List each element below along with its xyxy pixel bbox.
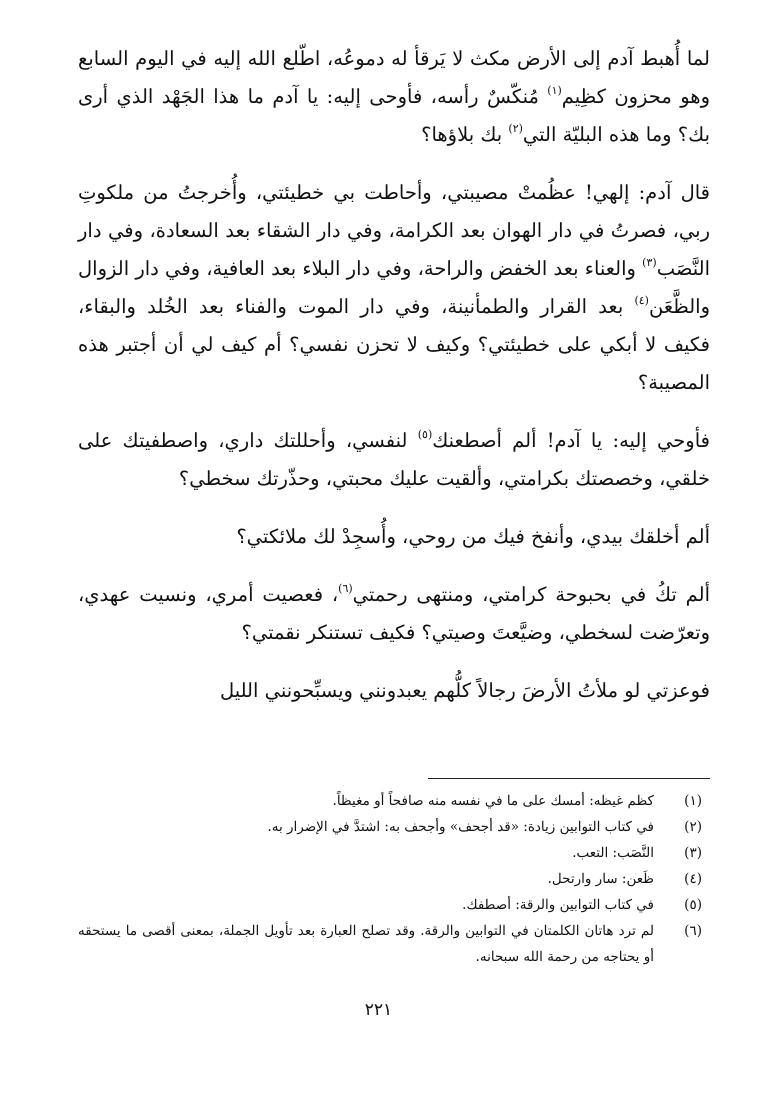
- paragraph-segment: قال آدم: إلهي! عظُمتْ مصيبتي، وأحاطت بي خطيئتي، وأُخرجتُ من ملكوتِ ربي، فصرتُ في دار الهوان بعد الكرامة، وفي دار الشقاء بعد السعادة، وفي دار النَّصَب: [78, 181, 710, 280]
- paragraph-segment: بعد القرار والطمأنينة، وفي دار الموت والفناء بعد الخُلد والبقاء، فكيف لا أبكي على خطيئتي؟ وكيف لا تحزن نفسي؟ أم كيف لي أن أجتبر هذه المصيبة؟: [78, 295, 710, 394]
- footnote-marker-1: (١): [547, 84, 562, 97]
- paragraph-segment: لنفسي، وأحللتك داري، واصطفيتك على خلقي، وخصصتك بكرامتي، وألقيت عليك محبتي، وحذّرتك سخطي؟: [78, 429, 710, 490]
- paragraph-segment: لما أُهبط آدم إلى الأرض مكث لا يَرقأ له دموعُه، اطّلع الله إليه في اليوم السابع وهو محزون كظِيم: [78, 47, 710, 108]
- footnote: [78, 866, 710, 892]
- footnote-number: (٣): [684, 845, 702, 861]
- footnote-number: (٤): [684, 871, 702, 887]
- footnote-marker-6: (٦): [338, 582, 353, 595]
- paragraph-segment: مُنكّسٌ رأسه، فأوحى إليه: يا آدم ما هذا الجَهْد الذي أرى بك؟ وما هذه البليّة التي: [78, 85, 710, 146]
- page-number: ٢٢١: [364, 1000, 393, 1020]
- footnote-text: كظم غيظه: أمسك على ما في نفسه منه صافحاً أو مغيظاً.: [332, 793, 654, 809]
- footnote-text: النَّصَب: التعب.: [572, 845, 654, 861]
- footnote: [78, 840, 710, 866]
- footnote: [78, 814, 710, 840]
- paragraph-segment: بك بلاؤها؟: [421, 123, 509, 146]
- footnote-number: (٥): [684, 897, 702, 913]
- footnote-number: (٢): [684, 819, 702, 835]
- footnotes: [78, 788, 710, 970]
- main-text: [78, 40, 710, 730]
- footnote: [78, 892, 710, 918]
- footnote-marker-5: (٥): [417, 428, 433, 441]
- paragraph-3: [78, 422, 710, 498]
- footnote: [78, 918, 710, 970]
- paragraph-1: [78, 40, 710, 154]
- paragraph-segment: والعناء بعد الخفض والراحة، وفي دار البلاء بعد العافية، وفي دار الزوال والظَّعَن: [78, 257, 710, 318]
- footnote-marker-3: (٣): [642, 256, 657, 269]
- paragraph-segment: فأوحي إليه: يا آدم! ألم أصطعنك: [432, 429, 710, 452]
- paragraph-6: [78, 672, 710, 710]
- paragraph-5: [78, 576, 710, 652]
- footnote-text: ظَعن: سار وارتحل.: [547, 871, 654, 887]
- paragraph-segment: ، فعصيت أمري، ونسيت عهدي، وتعرّضت لسخطي، وضيَّعتَ وصيتي؟ فكيف تستنكر نقمتي؟: [78, 583, 710, 644]
- paragraph-4: [78, 518, 710, 556]
- footnote-divider: [428, 778, 710, 779]
- paragraph-segment: ألم تكُ في بحبوحة كرامتي، ومنتهى رحمتي: [352, 583, 710, 606]
- footnote-text: لم ترد هاتان الكلمتان في التوابين والرقة. وقد تصلح العبارة بعد تأويل الجملة، بمعنى أقصى ما يستحقه أو يحتاجه من رحمة الله سبحانه.: [78, 923, 654, 965]
- footnote-number: (١): [684, 793, 702, 809]
- footnote-number: (٦): [684, 923, 702, 939]
- paragraph-segment: فوعزتي لو ملأتُ الأرضَ رجالاً كلُّهم يعبدونني ويسبِّحونني الليل: [219, 679, 710, 702]
- footnote: [78, 788, 710, 814]
- footnote-marker-4: (٤): [634, 294, 649, 307]
- footnote-text: في كتاب التوابين زيادة: «قد أجحف» وأجحف به: اشتدَّ في الإضرار به.: [267, 819, 654, 835]
- footnote-text: في كتاب التوابين والرقة: أصطفك.: [462, 897, 654, 913]
- paragraph-2: [78, 174, 710, 402]
- paragraph-segment: ألم أخلقك بيدي، وأنفخ فيك من روحي، وأُسجِدْ لك ملائكتي؟: [236, 525, 710, 548]
- footnote-marker-2: (٢): [508, 122, 523, 135]
